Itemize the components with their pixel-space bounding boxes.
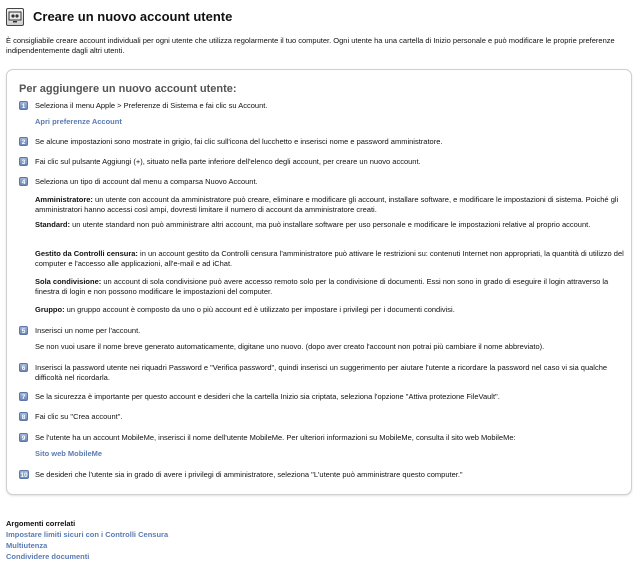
related-link-parental-controls[interactable]: Impostare limiti sicuri con i Controlli Censura [6,530,169,539]
related-link-multiuser[interactable]: Multiutenza [6,541,48,550]
account-type-name: Gestito da Controlli censura: [35,249,138,258]
box-title: Per aggiungere un nuovo account utente: [19,83,237,95]
mobileme-website-link[interactable]: Sito web MobileMe [35,449,103,458]
step-text: Fai clic su "Crea account". [35,412,123,421]
step-number-badge: 5 [19,326,28,335]
step-number-badge: 9 [19,433,28,442]
account-type-administrator [35,195,625,215]
step-number-badge: 7 [19,392,28,401]
account-type-description: un account di sola condivisione può avere accesso remoto solo per la condivisione di documenti. Essi non sono in grado di eseguire il login attraverso la finestra di login e non possono modificare le impostazioni del computer. [35,277,609,296]
step-number-badge: 2 [19,137,28,146]
account-type-description: un utente standard non può amministrare altri account, ma può installare software per uso personale e modificare le impostazioni relative al proprio account. [70,220,591,229]
account-type-name: Standard: [35,220,71,229]
step-number-badge: 3 [19,157,28,166]
step-text: Fai clic sul pulsante Aggiungi (+), situato nella parte inferiore dell'elenco degli account, per creare un nuovo account. [35,157,421,166]
account-type-description: in un account gestito da Controlli censura l'amministratore può attivare le restrizioni su: contenuti Internet non appropriati, la quantità di utilizzo del computer e l'accesso alle applicazioni, all'e-mail e ad iChat. [35,249,624,268]
step-text: Inserisci un nome per l'account. [35,326,141,335]
step-number-badge: 8 [19,412,28,421]
step-number-badge: 6 [19,363,28,372]
account-type-name: Sola condivisione: [35,277,102,286]
instructions-box [6,69,632,495]
account-type-name: Amministratore: [35,195,93,204]
account-type-group [35,305,625,315]
page-title: Creare un nuovo account utente [33,9,233,24]
related-topics [6,518,406,562]
account-type-description: un utente con account da amministratore può creare, eliminare e modificare gli account, installare software, e modificare le impostazioni di sistema. Poiché gli amministratori hanno accessi così ampi, dovresti limitare il numero di account da amministratore creati. [35,195,619,214]
step-text: Se desideri che l'utente sia in grado di avere i privilegi di amministratore, seleziona "L'utente può amministrare questo computer." [35,470,463,479]
step-text: Se l'utente ha un account MobileMe, inserisci il nome dell'utente MobileMe. Per ulteriori informazioni su MobileMe, consulta il sito web MobileMe: [35,433,516,442]
step-number-badge: 4 [19,177,28,186]
account-type-sharing-only [35,277,625,297]
open-account-preferences-link[interactable]: Apri preferenze Account [35,117,122,126]
account-type-name: Gruppo: [35,305,65,314]
step-number-badge: 10 [20,472,28,479]
step-text: Se alcune impostazioni sono mostrate in grigio, fai clic sull'icona del lucchetto e inserisci nome e password amministratore. [35,137,443,146]
related-link-sharing-documents[interactable]: Condividere documenti [6,552,90,561]
step-text: Inserisci la password utente nei riquadri Password e "Verifica password", quindi inserisci un suggerimento per aiutare l'utente a ricordare la password nel caso vi sia qualche difficoltà nel ricordarla. [35,363,608,382]
related-topics-title: Argomenti correlati [6,519,76,528]
intro-paragraph: È consigliabile creare account individuali per ogni utente che utilizza regolarmente il tuo computer. Ogni utente ha una cartella di Inizio personale e può modificare le proprie preferenze indipendentemente dagli altri utenti. [6,36,615,55]
step-5-note: Se non vuoi usare il nome breve generato automaticamente, digitane uno nuovo. (dopo aver creato l'account non potrai più cambiare il nome abbreviato). [35,342,545,351]
step-number-badge: 1 [19,101,28,110]
step-text: Seleziona un tipo di account dal menu a comparsa Nuovo Account. [35,177,258,186]
step-text: Se la sicurezza è importante per questo account e desideri che la cartella Inizio sia criptata, seleziona l'opzione "Attiva protezione FileVault". [35,392,500,401]
account-type-description: un gruppo account è composto da uno o più account ed è utilizzato per impostare i privilegi per i documenti condivisi. [64,305,455,314]
monitor-users-icon [6,8,24,26]
account-type-standard [35,220,625,230]
account-type-parental-controls [35,249,625,269]
page-header [6,6,232,28]
step-text: Seleziona il menu Apple > Preferenze di Sistema e fai clic su Account. [35,101,268,110]
